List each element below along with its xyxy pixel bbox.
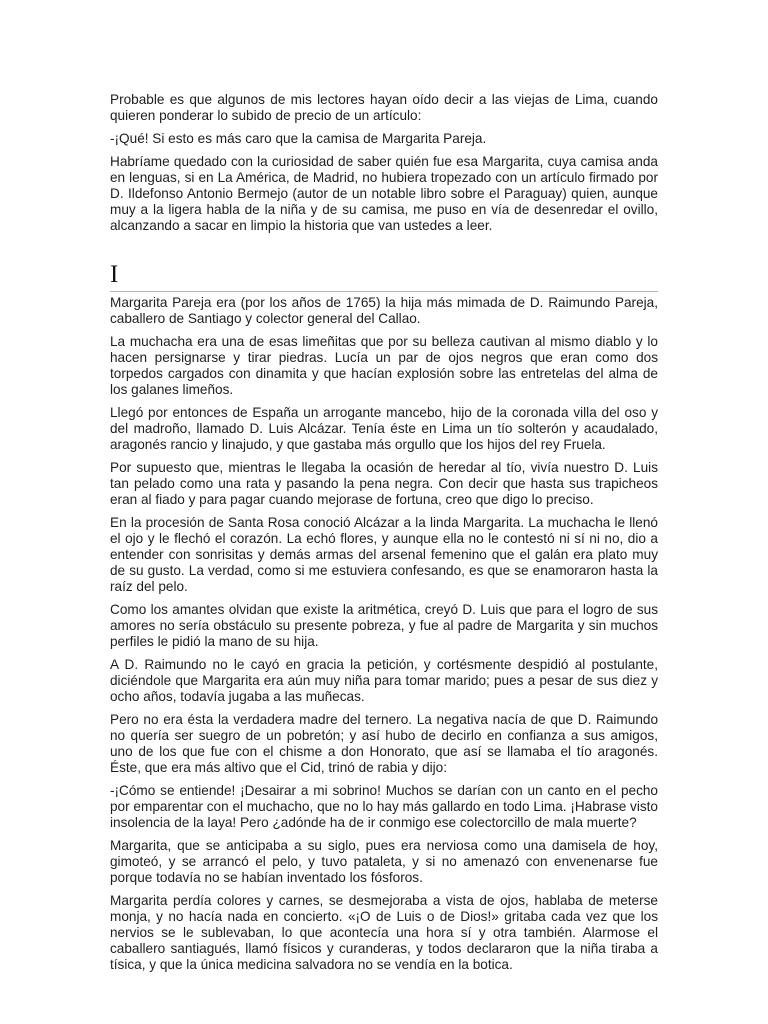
body-paragraph: La muchacha era una de esas limeñitas que por su belleza cautivan al mismo diablo y lo hacen persignarse y tirar piedras. Lucía un par de ojos negros que eran como dos torpedos cargados con dinamita y que hacían explosión sobre las entretelas del alma de los galanes limeños. xyxy=(110,334,658,397)
body-quote-paragraph: -¡Cómo se entiende! ¡Desairar a mi sobrino! Muchos se darían con un canto en el pecho por emparentar con el muchacho, que no lo hay más gallardo en todo Lima. ¡Habrase visto insolencia de la laya! Pero ¿adónde ha de ir conmigo ese colectorcillo de mala muerte? xyxy=(110,783,658,830)
intro-quote-paragraph: -¡Qué! Si esto es más caro que la camisa de Margarita Pareja. xyxy=(110,131,487,146)
body-paragraph: A D. Raimundo no le cayó en gracia la petición, y cortésmente despidió al postulante, diciéndole que Margarita era aún muy niña para tomar marido; pues a pesar de sus diez y ocho años, todavía jugaba a las muñecas. xyxy=(110,657,658,704)
body-paragraph: Como los amantes olvidan que existe la aritmética, creyó D. Luis que para el logro de sus amores no sería obstáculo su presente pobreza, y fue al padre de Margarita y sin muchos perfiles le pidió la mano de su hija. xyxy=(110,602,658,649)
body-paragraph: Por supuesto que, mientras le llegaba la ocasión de heredar al tío, vivía nuestro D. Luis tan pelado como una rata y pasando la pena negra. Con decir que hasta sus trapicheos eran al fiado y para pagar cuando mejorase de fortuna, creo que digo lo preciso. xyxy=(110,460,658,507)
body-paragraph: Llegó por entonces de España un arrogante mancebo, hijo de la coronada villa del oso y del madroño, llamado D. Luis Alcázar. Tenía éste en Lima un tío solterón y acaudalado, aragonés rancio y linajudo, y que gastaba más orgullo que los hijos del rey Fruela. xyxy=(110,405,658,452)
document-page xyxy=(110,92,658,980)
body-paragraph: Pero no era ésta la verdadera madre del ternero. La negativa nacía de que D. Raimundo no quería ser suegro de un pobretón; y así hubo de decirlo en confianza a sus amigos, uno de los que fue con el chisme a don Honorato, que así se llamaba el tío aragonés. Éste, que era más altivo que el Cid, trinó de rabia y dijo: xyxy=(110,712,658,775)
body-paragraph: Margarita Pareja era (por los años de 1765) la hija más mimada de D. Raimundo Pareja, caballero de Santiago y colector general del Callao. xyxy=(110,295,658,326)
intro-paragraph: Habríame quedado con la curiosidad de saber quién fue esa Margarita, cuya camisa anda en lenguas, si en La América, de Madrid, no hubiera tropezado con un artículo firmado por D. Ildefonso Antonio Bermejo (autor de un notable libro sobre el Paraguay) quien, aunque muy a la ligera habla de la niña y de su camisa, me puso en vía de desenredar el ovillo, alcanzando a sacar en limpio la historia que van ustedes a leer. xyxy=(110,154,658,233)
intro-block xyxy=(110,92,658,234)
body-paragraph: Margarita, que se anticipaba a su siglo, pues era nerviosa como una damisela de hoy, gimoteó, y se arrancó el pelo, y tuvo pataleta, y si no amenazó con envenenarse fue porque todavía no se habían inventado los fósforos. xyxy=(110,838,658,885)
section-heading: I xyxy=(110,262,658,292)
section-body xyxy=(110,295,658,973)
body-paragraph: En la procesión de Santa Rosa conoció Alcázar a la linda Margarita. La muchacha le llenó el ojo y le flechó el corazón. La echó flores, y aunque ella no le contestó ni sí ni no, dio a entender con sonrisitas y demás armas del arsenal femenino que el galán era plato muy de su gusto. La verdad, como si me estuviera confesando, es que se enamoraron hasta la raíz del pelo. xyxy=(110,515,658,594)
intro-paragraph: Probable es que algunos de mis lectores hayan oído decir a las viejas de Lima, cuando quieren ponderar lo subido de precio de un artículo: xyxy=(110,92,658,123)
body-paragraph: Margarita perdía colores y carnes, se desmejoraba a vista de ojos, hablaba de meterse monja, y no hacía nada en concierto. «¡O de Luis o de Dios!» gritaba cada vez que los nervios se le sublevaban, lo que acontecía una hora sí y otra también. Alarmose el caballero santiagués, llamó físicos y curanderas, y todos declararon que la niña tiraba a tísica, y que la única medicina salvadora no se vendía en la botica. xyxy=(110,893,658,972)
